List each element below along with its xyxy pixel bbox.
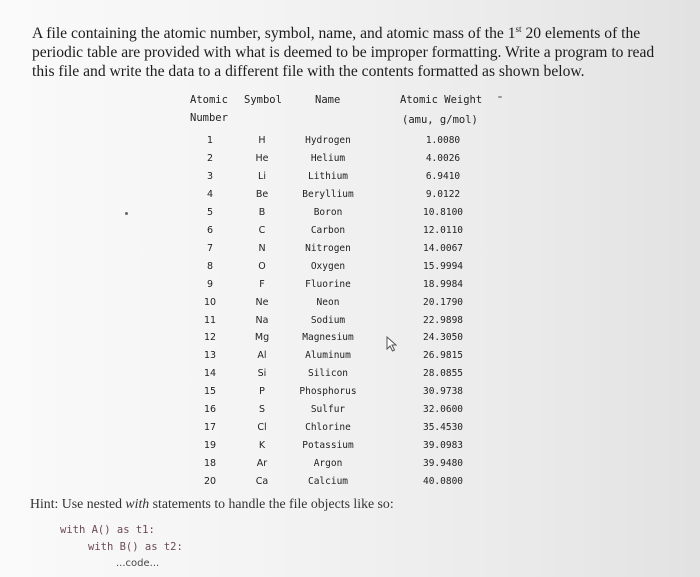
cell-name: Beryllium: [302, 188, 354, 200]
table-row: [0, 458, 700, 476]
table-row: [0, 225, 700, 243]
cell-name: Boron: [313, 206, 343, 218]
ordinal-suffix: st: [515, 24, 522, 34]
cell-symbol: K: [258, 440, 266, 452]
cell-atomic-number: 6: [206, 224, 214, 236]
cell-symbol: N: [258, 242, 266, 254]
cell-atomic-weight: 39.0983: [422, 440, 464, 452]
cell-name: Sulfur: [310, 404, 346, 416]
cell-atomic-weight: 18.9984: [422, 278, 464, 290]
hint-text: [30, 496, 394, 512]
cell-name: Helium: [310, 152, 346, 164]
cell-atomic-weight: 39.9480: [422, 458, 464, 470]
cell-symbol: Li: [258, 170, 266, 182]
table-row: [0, 386, 700, 404]
cell-symbol: Al: [257, 350, 267, 362]
cell-atomic-weight: 32.0600: [422, 404, 464, 416]
table-row: [0, 207, 700, 225]
cell-atomic-number: 9: [206, 278, 214, 290]
cell-name: Potassium: [302, 440, 354, 452]
cell-symbol: P: [259, 386, 265, 398]
table-row: [0, 171, 700, 189]
cell-atomic-weight: 35.4530: [422, 422, 464, 434]
cell-name: Fluorine: [305, 278, 351, 290]
mark-dot: [498, 96, 502, 98]
cell-atomic-weight: 12.0110: [422, 224, 464, 236]
cell-atomic-number: 5: [206, 206, 214, 218]
table-row: [0, 440, 700, 458]
cell-atomic-number: 14: [203, 368, 217, 380]
cell-atomic-weight: 30.9738: [422, 386, 464, 398]
cell-atomic-weight: 1.0080: [425, 135, 461, 146]
cell-atomic-number: 2: [206, 152, 214, 164]
cell-symbol: F: [259, 278, 265, 290]
cell-atomic-number: 18: [203, 458, 217, 470]
cell-symbol: Cl: [257, 422, 267, 434]
cell-atomic-number: 13: [203, 350, 217, 362]
header-atomic-weight-line1: Atomic Weight: [400, 94, 483, 106]
cell-atomic-number: 19: [203, 440, 217, 452]
table-row: [0, 153, 700, 171]
cell-symbol: Mg: [254, 332, 270, 344]
cell-atomic-number: 20: [203, 476, 217, 488]
cell-name: Argon: [313, 458, 343, 470]
bullet-dot: [125, 212, 128, 215]
intro-text-part1: A file containing the atomic number, symbol, name, and atomic mass of the 1: [32, 25, 516, 43]
cell-atomic-number: 4: [206, 188, 214, 200]
cell-atomic-weight: 22.9898: [422, 314, 464, 326]
hint-after: statements to handle the file objects like so:: [149, 496, 394, 511]
table-row: [0, 243, 700, 261]
cell-name: Silicon: [307, 368, 349, 380]
cell-atomic-weight: 26.9815: [422, 350, 464, 362]
cell-name: Aluminum: [305, 350, 351, 362]
cell-atomic-weight: 24.3050: [422, 332, 464, 344]
cell-symbol: B: [258, 206, 266, 218]
cell-atomic-weight: 9.0122: [425, 188, 461, 200]
cell-name: Oxygen: [310, 260, 346, 272]
cell-name: Nitrogen: [305, 242, 351, 254]
header-symbol: Symbol: [244, 94, 282, 106]
cell-symbol: S: [258, 404, 266, 416]
code-line-3: ...code...: [116, 558, 160, 569]
cell-symbol: Ar: [256, 458, 268, 470]
cell-atomic-number: 15: [203, 386, 217, 398]
cell-name: Sodium: [310, 314, 346, 326]
cell-atomic-number: 7: [206, 242, 214, 254]
cell-name: Hydrogen: [305, 135, 351, 146]
header-atomic-number-line2: Number: [190, 112, 228, 124]
cell-atomic-number: 8: [206, 260, 214, 272]
cell-atomic-weight: 4.0026: [425, 152, 461, 164]
table-row: [0, 189, 700, 207]
cell-symbol: Si: [257, 368, 267, 380]
cell-name: Carbon: [310, 224, 346, 236]
table-row: [0, 279, 700, 297]
cell-symbol: O: [258, 260, 266, 272]
cell-atomic-number: 3: [206, 170, 214, 182]
cell-atomic-number: 16: [203, 404, 217, 416]
problem-statement: [32, 20, 672, 81]
cell-atomic-weight: 10.8100: [422, 206, 464, 218]
header-name: Name: [315, 94, 341, 106]
cell-symbol: Be: [255, 188, 269, 200]
cell-name: Lithium: [307, 170, 349, 182]
table-row: [0, 315, 700, 333]
mouse-cursor-icon: [385, 336, 399, 352]
table-row: [0, 404, 700, 422]
table-row: [0, 476, 700, 494]
cell-atomic-number: 10: [203, 296, 217, 308]
cell-atomic-number: 1: [206, 135, 214, 146]
cell-name: Phosphorus: [299, 386, 357, 398]
cell-atomic-number: 12: [203, 332, 217, 344]
cell-atomic-weight: 6.9410: [425, 170, 461, 182]
table-row: [0, 135, 700, 153]
table-row: [0, 368, 700, 386]
table-row: [0, 350, 700, 368]
cell-name: Chlorine: [305, 422, 351, 434]
header-atomic-weight-line2: (amu, g/mol): [402, 114, 478, 126]
cell-atomic-weight: 28.0855: [422, 368, 464, 380]
table-row: [0, 261, 700, 279]
cell-symbol: H: [258, 135, 266, 146]
cell-atomic-number: 17: [203, 422, 217, 434]
header-atomic-number-line1: Atomic: [190, 94, 228, 106]
cell-symbol: Ca: [255, 476, 269, 488]
hint-before: Hint: Use nested: [30, 496, 126, 511]
cell-symbol: C: [258, 224, 266, 236]
hint-with-keyword: with: [125, 496, 150, 511]
code-line-2: with B() as t2:: [88, 541, 183, 553]
table-row: [0, 422, 700, 440]
intro-text-part2: 20 elements of the periodic table are provided with what is deemed to be improper formatting. Write a program to read this file and write the data to a different file with the contents formatted as shown below.: [32, 25, 655, 81]
code-line-1: with A() as t1:: [60, 524, 155, 536]
cell-atomic-weight: 40.0800: [422, 476, 464, 488]
table-row: [0, 297, 700, 315]
table-row: [0, 332, 700, 350]
cell-name: Calcium: [307, 476, 349, 488]
cell-name: Magnesium: [302, 332, 354, 344]
cell-atomic-weight: 15.9994: [422, 260, 464, 272]
cell-name: Neon: [316, 296, 340, 308]
cell-atomic-number: 11: [203, 314, 217, 326]
cell-atomic-weight: 14.0067: [422, 242, 464, 254]
cell-symbol: Na: [255, 314, 269, 326]
cell-symbol: He: [255, 152, 269, 164]
cell-atomic-weight: 20.1790: [422, 296, 464, 308]
cell-symbol: Ne: [255, 296, 269, 308]
